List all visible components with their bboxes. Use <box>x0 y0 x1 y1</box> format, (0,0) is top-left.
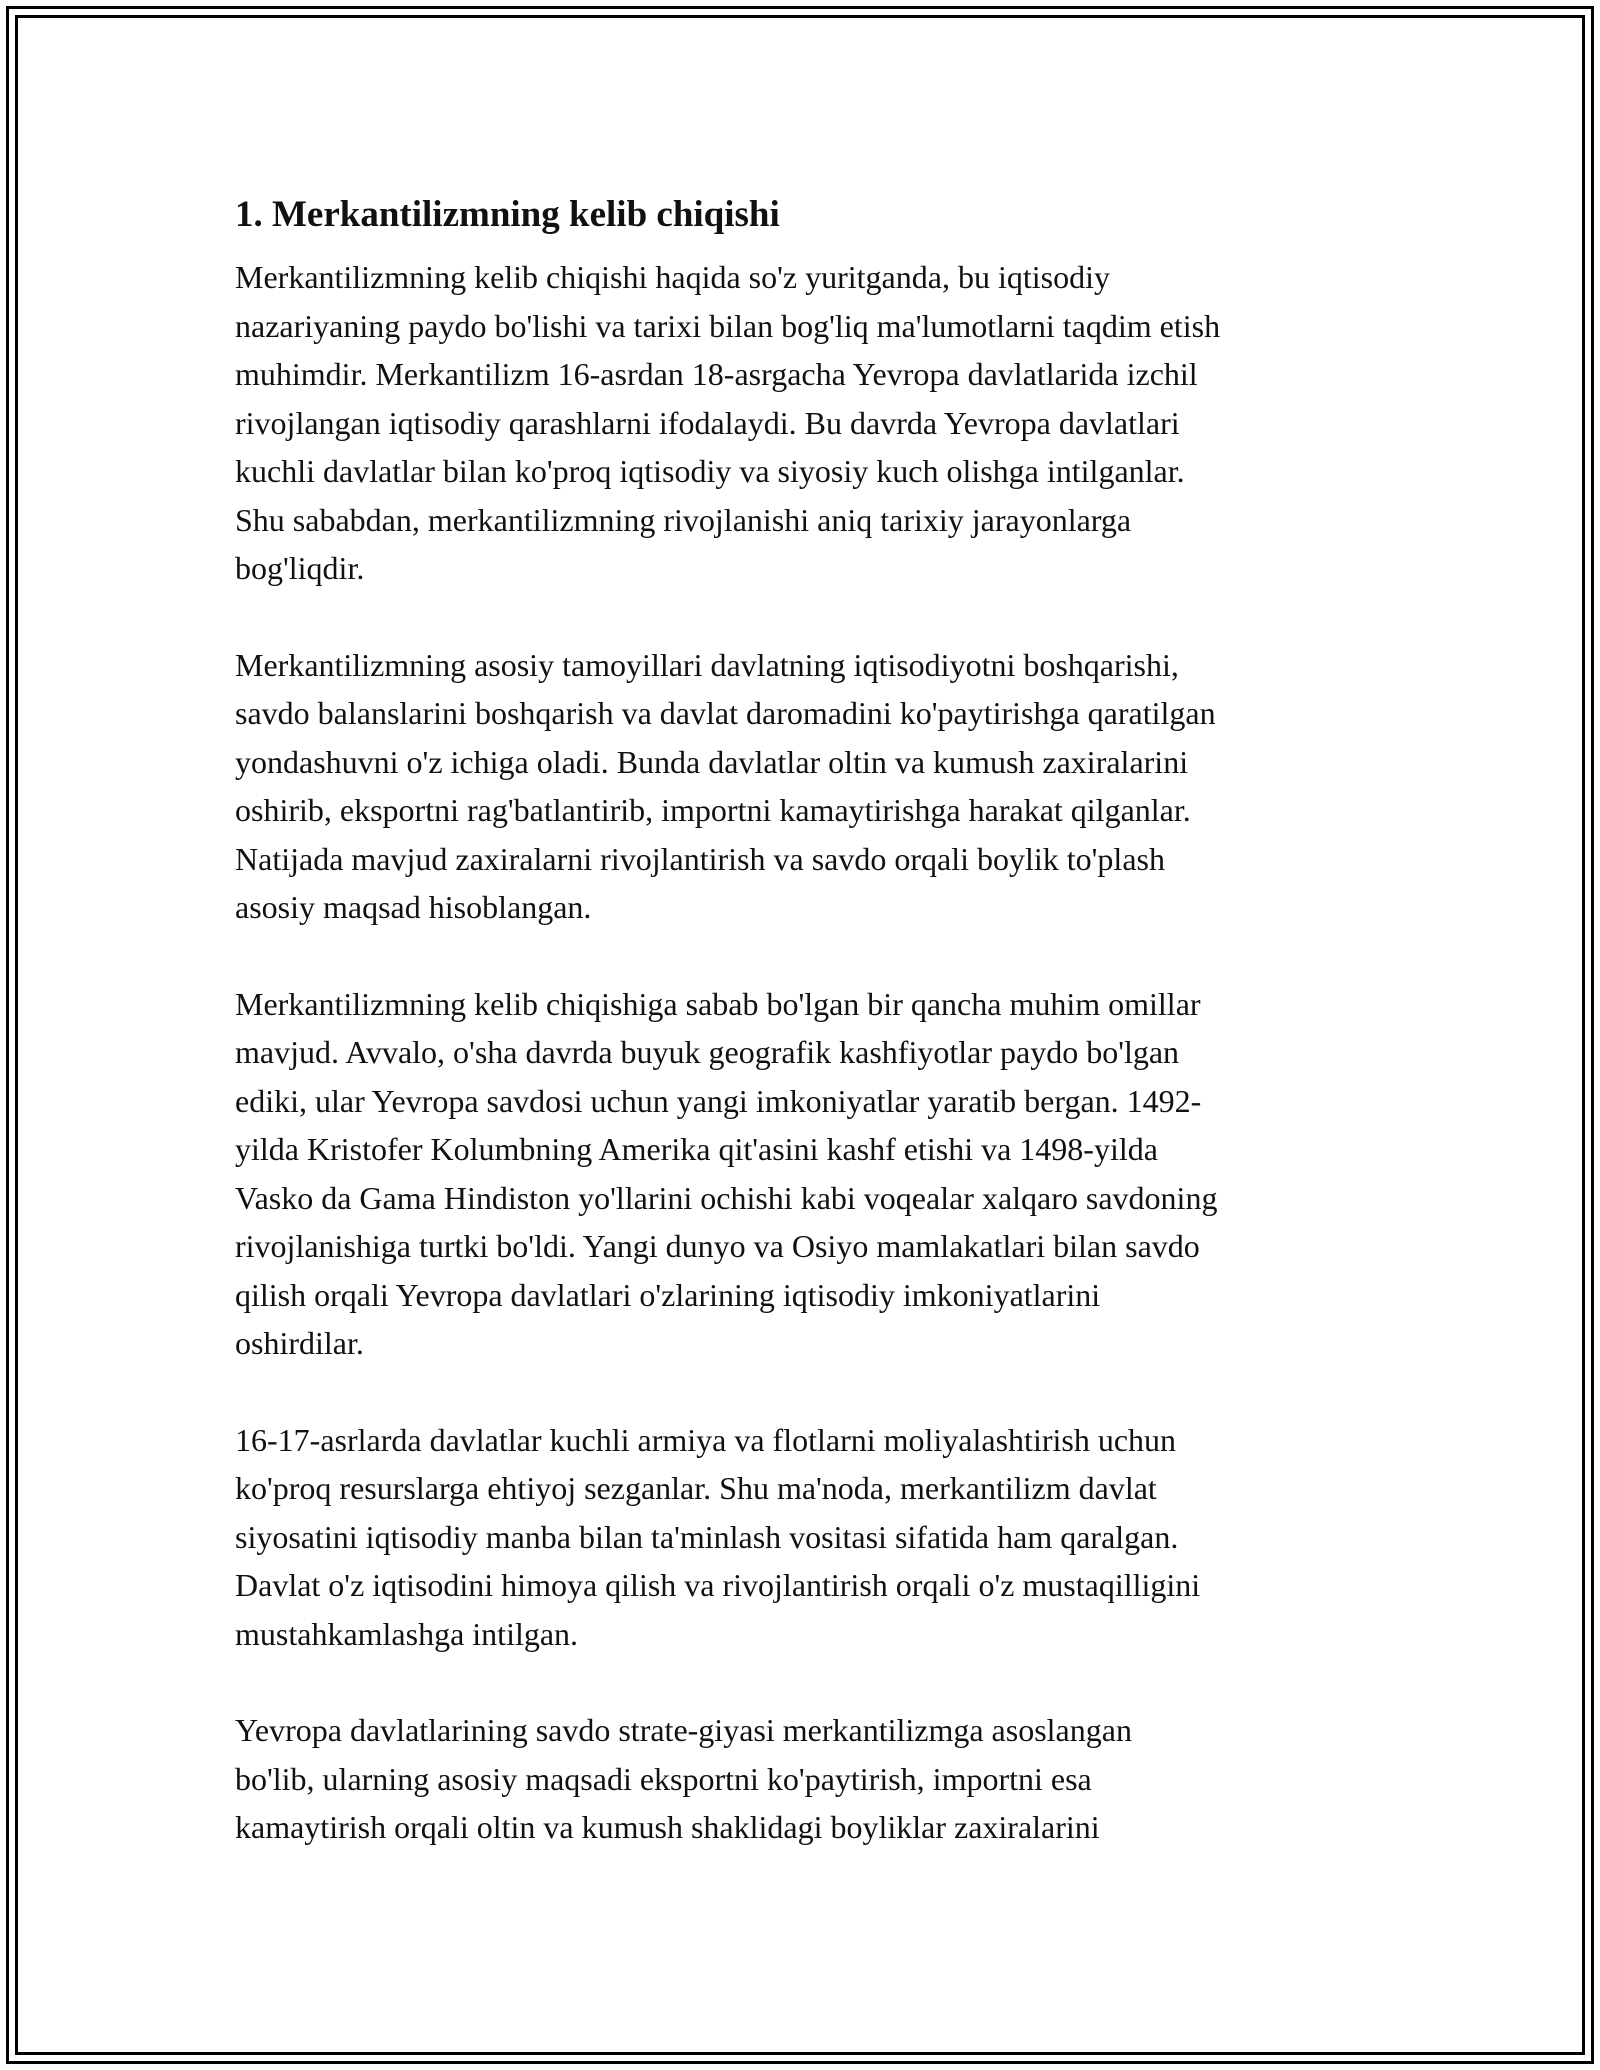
paragraph-4 <box>235 1416 1385 1659</box>
paragraph-1 <box>235 253 1385 593</box>
text-line: mavjud. Avvalo, o'sha davrda buyuk geografik kashfiyotlar paydo bo'lgan <box>235 1034 1180 1070</box>
text-line: Yevropa davlatlarining savdo strate-giyasi merkantilizmga asoslangan <box>235 1712 1132 1748</box>
text-line: rivojlangan iqtisodiy qarashlarni ifodalaydi. Bu davrda Yevropa davlatlari <box>235 404 1180 441</box>
text-line: muhimdir. Merkantilizm 16-asrdan 18-asrgacha Yevropa davlatlarida izchil <box>235 356 1198 392</box>
text-line: oshirib, eksportni rag'batlantirib, importni kamaytirishga harakat qilganlar. <box>235 792 1191 828</box>
text-line: savdo balanslarini boshqarish va davlat daromadini ko'paytirishga qaratilgan <box>235 695 1216 731</box>
text-line: oshirdilar. <box>235 1325 364 1361</box>
text-line: asosiy maqsad hisoblangan. <box>235 889 592 925</box>
text-line: nazariyaning paydo bo'lishi va tarixi bilan bog'liq ma'lumotlarni taqdim etish <box>235 307 1221 344</box>
text-line: kuchli davlatlar bilan ko'proq iqtisodiy va siyosiy kuch olishga intilganlar. <box>235 453 1185 489</box>
text-line: mustahkamlashga intilgan. <box>235 1615 579 1652</box>
text-line: Shu sababdan, merkantilizmning rivojlanishi aniq tarixiy jarayonlarga <box>235 501 1132 538</box>
text-line: yilda Kristofer Kolumbning Amerika qit'asini kashf etishi va 1498-yilda <box>235 1131 1158 1167</box>
paragraph-5 <box>235 1706 1385 1852</box>
text-line: bog'liqdir. <box>235 550 365 586</box>
text-line: kamaytirish orqali oltin va kumush shaklidagi boyliklar zaxiralarini <box>235 1809 1100 1845</box>
text-line: Vasko da Gama Hindiston yo'llarini ochishi kabi voqealar xalqaro savdoning <box>235 1179 1218 1216</box>
text-line: ko'proq resurslarga ehtiyoj sezganlar. Shu ma'noda, merkantilizm davlat <box>235 1470 1157 1506</box>
text-line: bo'lib, ularning asosiy maqsadi eksportni ko'paytirish, importni esa <box>235 1760 1092 1797</box>
paragraph-3 <box>235 980 1385 1368</box>
paragraph-2 <box>235 641 1385 932</box>
document-body <box>235 187 1385 1852</box>
text-line: Merkantilizmning kelib chiqishiga sabab bo'lgan bir qancha muhim omillar <box>235 985 1201 1022</box>
text-line: rivojlanishiga turtki bo'ldi. Yangi dunyo va Osiyo mamlakatlari bilan savdo <box>235 1228 1200 1264</box>
text-line: Natijada mavjud zaxiralarni rivojlantirish va savdo orqali boylik to'plash <box>235 840 1165 877</box>
text-line: yondashuvni o'z ichiga oladi. Bunda davlatlar oltin va kumush zaxiralarini <box>235 743 1189 780</box>
text-line: ediki, ular Yevropa savdosi uchun yangi imkoniyatlar yaratib bergan. 1492- <box>235 1082 1202 1119</box>
document-title: 1. Merkantilizmning kelib chiqishi <box>235 194 780 235</box>
text-line: Davlat o'z iqtisodini himoya qilish va rivojlantirish orqali o'z mustaqilligini <box>235 1567 1201 1603</box>
text-line: 16-17-asrlarda davlatlar kuchli armiya va flotlarni moliyalashtirish uchun <box>235 1421 1177 1458</box>
text-line: Merkantilizmning kelib chiqishi haqida so'z yuritganda, bu iqtisodiy <box>235 259 1110 295</box>
text-line: Merkantilizmning asosiy tamoyillari davlatning iqtisodiyotni boshqarishi, <box>235 646 1179 683</box>
text-line: qilish orqali Yevropa davlatlari o'zlarining iqtisodiy imkoniyatlarini <box>235 1276 1101 1313</box>
text-line: siyosatini iqtisodiy manba bilan ta'minlash vositasi sifatida ham qaralgan. <box>235 1518 1179 1555</box>
